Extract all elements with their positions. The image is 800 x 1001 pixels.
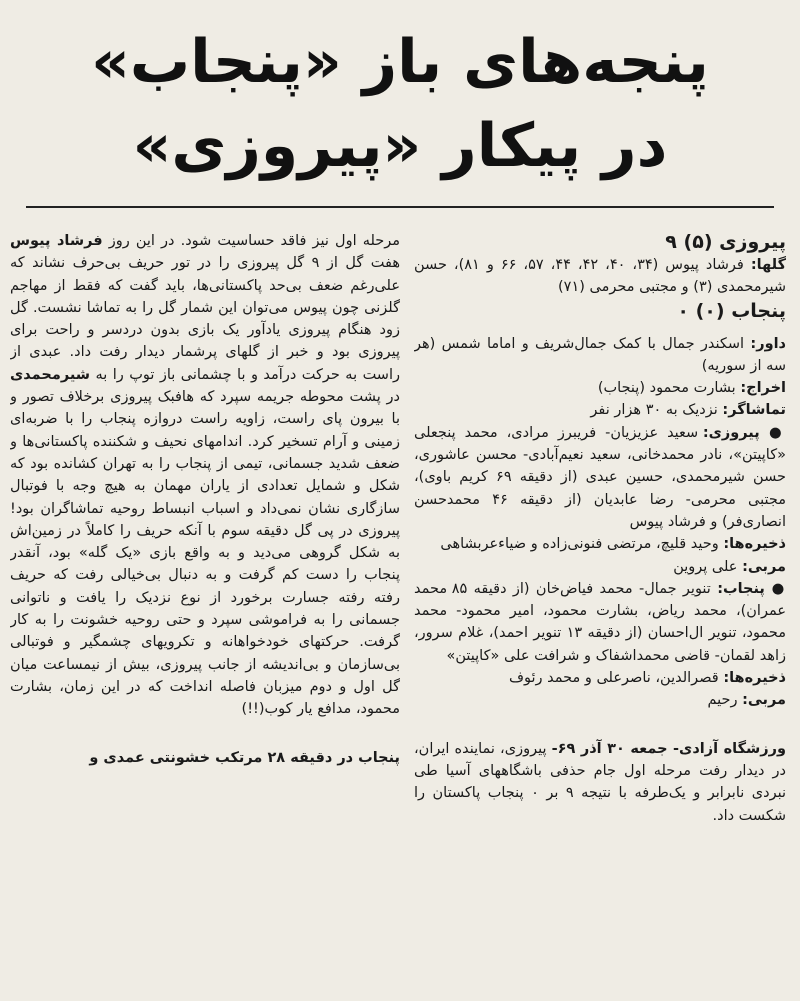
goals-line: [414, 254, 786, 299]
match-summary-column: [414, 230, 786, 1001]
team2-coach-label: مربی:: [742, 692, 786, 709]
sendoff-line: [414, 377, 786, 399]
team1-coach-label: مربی:: [742, 558, 786, 575]
team1-lineup: [414, 422, 786, 533]
headline-line-1: پنجه‌های باز «پنجاب»: [91, 27, 709, 97]
spectators-text: نزدیک به ۳۰ هزار نفر: [590, 402, 723, 419]
spacer: [10, 721, 400, 747]
body-paragraph-2: پنجاب در دقیقه ۲۸ مرتکب خشونتی عمدی و: [89, 749, 400, 766]
team1-subs-label: ذخیره‌ها:: [723, 536, 786, 553]
team1-coach: [414, 556, 786, 578]
report-paragraph: [414, 738, 786, 827]
para1-rest: هفت گل از ۹ گل پیروزی را در تور حریف بی‌حرف نشاند که علی‌رغم ضعف بی‌حد پاکستانی‌ها، باید گفت که فقط از مهاجم گلزنی چون پیوس می‌توان این شمار گل را به تماشا نشست. گل زود هنگام پیروزی یادآور یک بازی بدون دردسر و راحت برای پیروزی بود و خبر از گلهای پرشمار دیدار رفت داد. عبدی از راست به حرکت درآمد و با چشمانی باز توپ را به: [10, 255, 400, 383]
headline-divider: [26, 206, 774, 208]
team2-score: پنجاب (۰) ۰: [677, 299, 786, 322]
body-paragraph-1: [10, 230, 400, 721]
report-lead: ورزشگاه آزادی- جمعه ۳۰ آذر ۶۹-: [551, 740, 786, 757]
player-name-shirmohammadi: شیرمحمدی: [10, 366, 91, 383]
team2-subs: [414, 667, 786, 689]
goals-text: فرشاد پیوس (۳۴، ۴۰، ۴۲، ۴۴، ۵۷، ۶۶ و ۸۱)، حسن شیرمحمدی (۳) و مجتبی محرمی (۷۱): [414, 257, 786, 296]
spacer: [414, 323, 786, 333]
team2-lineup: [414, 578, 786, 667]
team1-lineup-label: ● پیروزی:: [702, 424, 786, 441]
sendoff-label: اخراج:: [740, 380, 786, 397]
referee-text: اسکندر جمال با کمک جمال‌شریف و اماما شمس (هر سه از سوریه): [414, 335, 786, 374]
article-headline: [40, 20, 760, 195]
para1-start: مرحله اول نیز فاقد حساسیت شود. در این روز: [102, 233, 400, 249]
team2-coach-text: رحیم: [707, 692, 743, 709]
team2-coach: [414, 689, 786, 711]
team2-lineup-label: ● پنجاب:: [717, 580, 786, 597]
report-text: پیروزی، نماینده ایران، در دیدار رفت مرحله اول جام حذفی باشگاههای آسیا طی نبردی نابرابر و یک‌طرفه با نتیجه ۹ بر ۰ پنجاب پاکستان را شکست داد.: [414, 740, 786, 824]
spacer: [414, 712, 786, 738]
referee-label: داور:: [750, 335, 786, 352]
referee-line: [414, 333, 786, 378]
team1-coach-text: علی پروین: [673, 558, 743, 575]
team1-subs-text: وحید قلیچ، مرتضی فنونی‌زاده و ضیاءعربشاهی: [440, 536, 724, 553]
team2-lineup-text: تنویر جمال- محمد فیاض‌خان (از دقیقه ۸۵ محمد عمران)، محمد ریاض، بشارت محمود، امیر محمود- محمد محمود، تنویر ال‌احسان (از دقیقه ۱۳ تنویر احمد)، غلام سرور، زاهد لقمان- قاضی محمداشفاک و شرافت علی «کاپیتن»: [414, 580, 786, 664]
team2-subs-text: قصرالدین، ناصرعلی و محمد رئوف: [508, 670, 724, 687]
para1-rest2: در پشت محوطه جریمه سپرد که هافبک پیروزی برخلاف تصور و با بیرون پای راست، زاویه راست دروازه پنجاب را با ضربه‌ای زمینی و آرام تسخیر کرد. اندامهای نحیف و شکننده پاکستانی‌ها و ضعف شدید جسمانی، تیمی از پنجاب را به تهران کشانده بود که شکل و شمایل تعدادی از یاران مهمان به هیچ وجه با فوتبال سازگاری نشان نمی‌داد و اسباب انبساط روحیه تماشاگران بود! پیروزی در پی گل دقیقه سوم با آنکه حریف را کاملاً در زمین‌اش به شکل گروهی می‌دید و به واقع بازی «یک گله» بود، آنقدر پنجاب را دست کم گرفت و به دنبال بی‌خیالی رفت که حریف رفته رفته جسارت برخورد از نوع نزدیک را یافت و ناتوانی جسمانی را به فراموشی سپرد و حتی روحیه خشونت را به کار گرفت. حرکتهای خودخواهانه و تکرویهای چشمگیر و فوتبالی بی‌سازمان و بی‌اندیشه از جانب پیروزی، بیش از نیمساعت میان گل اول و دوم میزبان فاصله انداخت که در این زمان، بشارت محمود، مدافع یار کوب(!!): [10, 389, 400, 718]
sendoff-text: بشارت محمود (پنجاب): [597, 380, 741, 397]
team1-lineup-text: سعید عزیزیان- فریبرز مرادی، محمد پنجعلی «کاپیتن»، نادر محمدخانی، سعید نعیم‌آبادی- محسن عاشوری، حسن شیرمحمدی، حسین عبدی (از دقیقه ۶۹ کریم باوی)، مجتبی محرمی- رضا عابدیان (از دقیقه ۴۶ محمدحسن انصاری‌فر) و فرشاد پیوس: [414, 424, 786, 530]
player-name-pious: فرشاد پیوس: [10, 233, 103, 249]
team2-subs-label: ذخیره‌ها:: [723, 670, 786, 687]
team1-subs: [414, 533, 786, 555]
team1-score: پیروزی (۵) ۹: [665, 231, 786, 253]
goals-label: گلها:: [750, 257, 786, 273]
spectators-label: تماشاگر:: [722, 402, 786, 419]
headline-line-2: در پیکار «پیروزی»: [132, 111, 668, 181]
spectators-line: [414, 399, 786, 421]
article-body-column: [10, 230, 400, 1001]
